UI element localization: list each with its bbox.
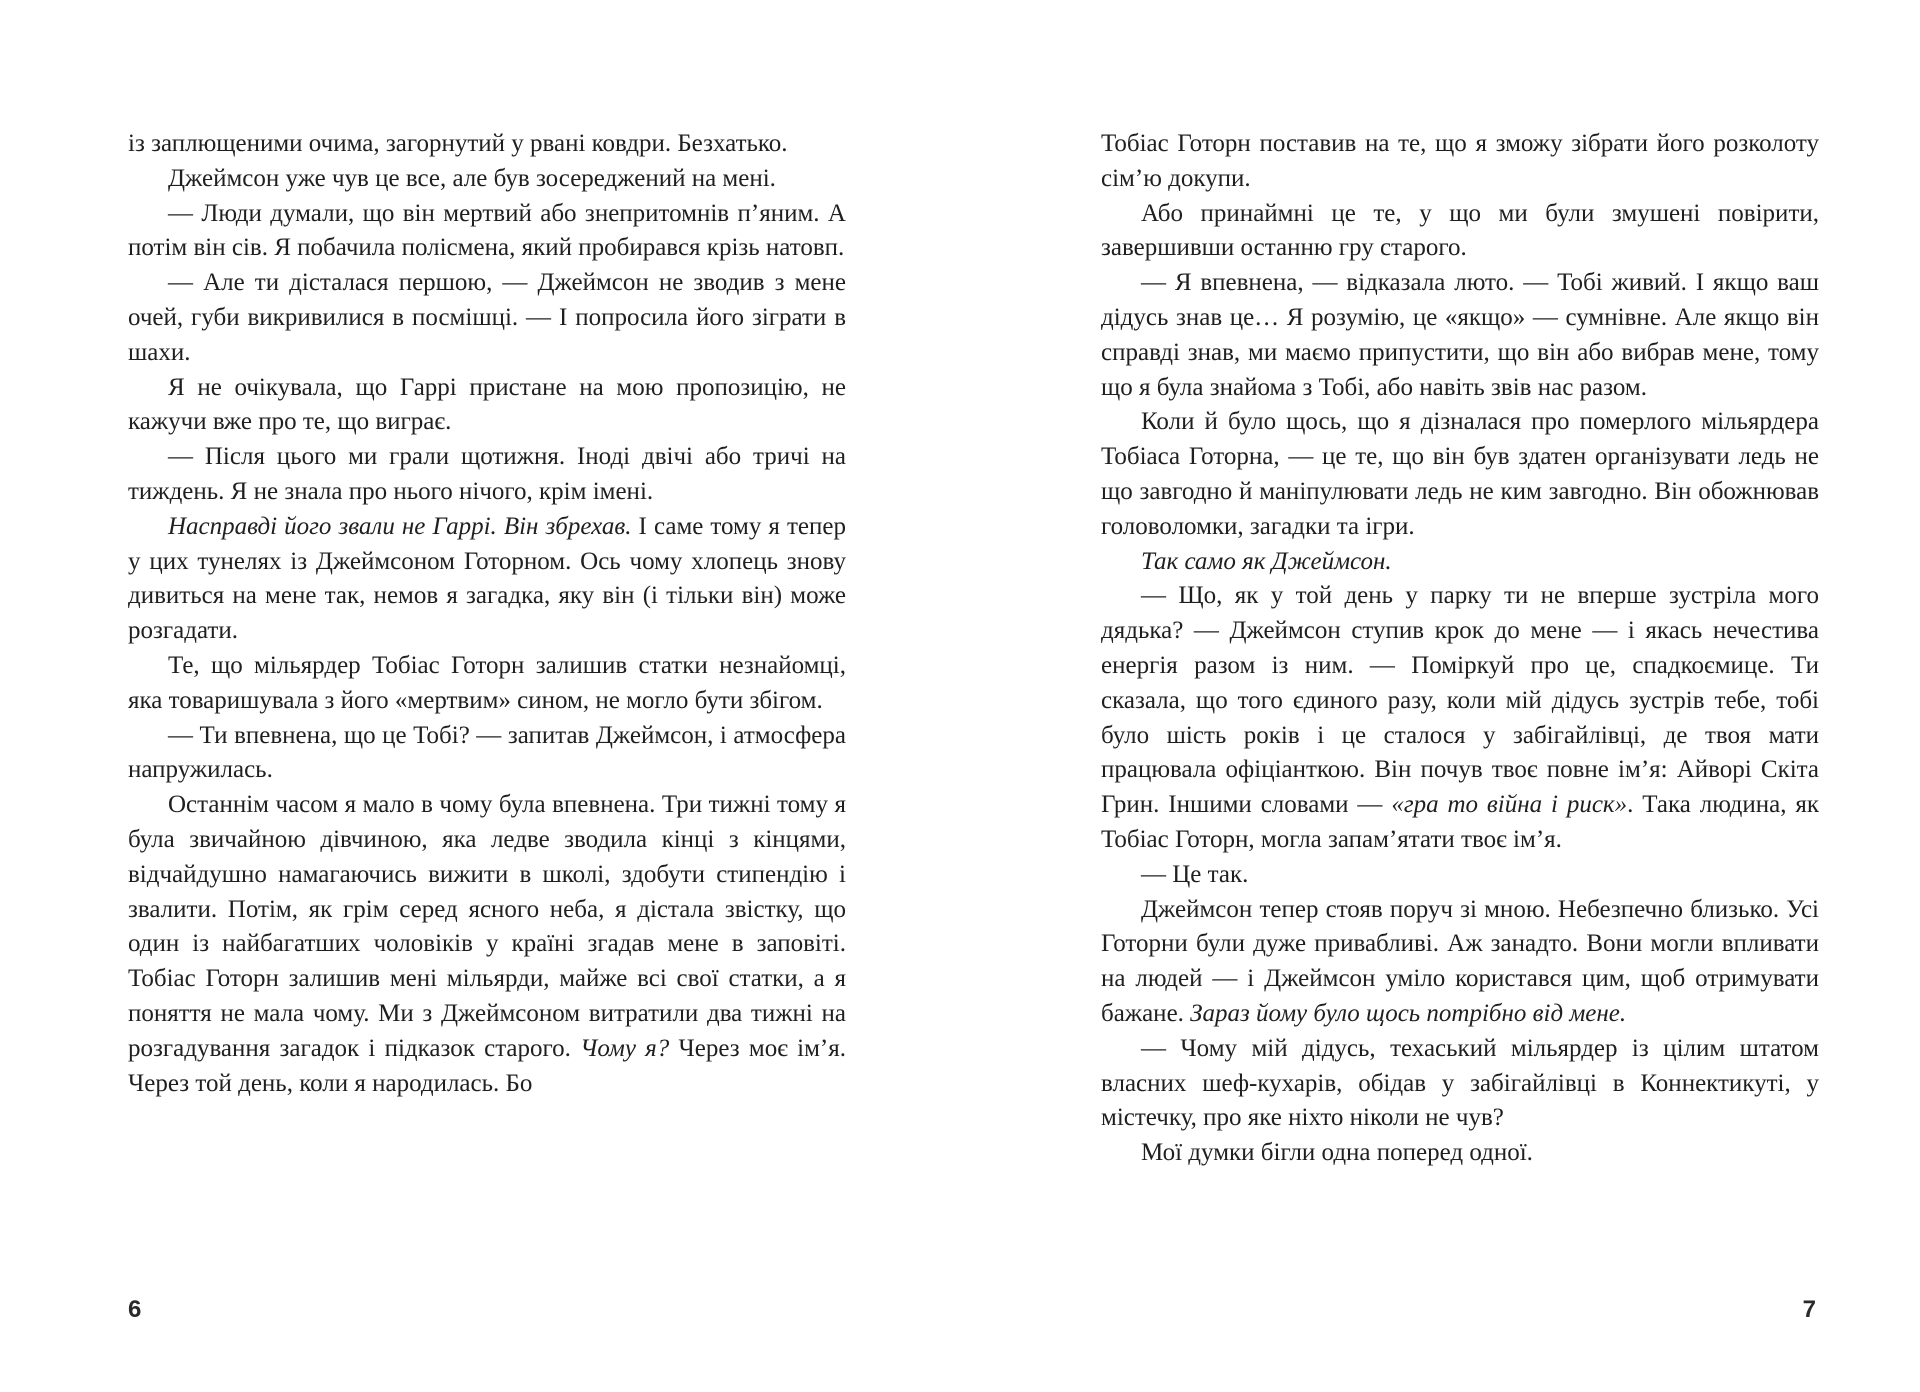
page-number: 7: [1802, 1296, 1816, 1323]
paragraph: Я не очікувала, що Гаррі пристане на мою пропозицію, не кажучи вже про те, що виграє.: [128, 373, 846, 436]
paragraph: Тобіас Готорн поставив на те, що я зможу зібрати його розколоту сім’ю докупи.: [1101, 130, 1819, 192]
paragraph: — Люди думали, що він мертвий або знепритомнів п’яним. А потім він сів. Я побачила полісмена, який пробирався крізь натовп.: [128, 199, 846, 262]
right-page-text: [1101, 127, 1819, 1171]
paragraph: — Але ти дісталася першою, — Джеймсон не зводив з мене очей, губи викривилися в посмішці. — І попросила його зіграти в шахи.: [128, 269, 846, 366]
paragraph: — Я впевнена, — відказала люто. — Тобі живий. І якщо ваш дідусь знав це… Я розумію, це «якщо» — сумнівне. Але якщо він справді знав, ми маємо припустити, що він або вибрав мене, тому що я була знайома з Тобі, або навіть звів нас разом.: [1101, 269, 1819, 401]
paragraph: — Що, як у той день у парку ти не вперше зустріла мого дядька? — Джеймсон ступив крок до мене — і якась нечестива енергія разом із ним. — Поміркуй про це, спадкоємице. Ти сказала, що того єдиного разу, коли мій дідусь зустрів тебе, тобі було шість років і це сталося у забігайлівці, де твоя мати працювала офіціанткою. Він почув твоє повне ім’я: Айворі Скіта Грин. Іншими словами — «гра то війна і риск». Така людина, як Тобіас Готорн, могла запам’ятати твоє ім’я.: [1101, 582, 1819, 853]
page-number: 6: [128, 1296, 142, 1323]
paragraph: — Це так.: [1141, 860, 1249, 888]
italic-text: Зараз йому було щось потрібно від мене.: [1190, 999, 1627, 1027]
paragraph: — Чому мій дідусь, техаський мільярдер із цілим штатом власних шеф-кухарів, обідав у забігайлівці в Коннектикуті, у містечку, про яке ніхто ніколи не чув?: [1101, 1034, 1819, 1132]
italic-text: Чому я?: [580, 1034, 670, 1062]
left-page-text: [128, 127, 846, 1101]
paragraph: — Ти впевнена, що це Тобі? — запитав Джеймсон, і атмосфера напружилась.: [128, 721, 846, 784]
italic-text: «гра то війна і риск»: [1391, 791, 1628, 819]
paragraph: із заплющеними очима, загорнутий у рвані ковдри. Безхатько.: [128, 130, 788, 157]
italic-text: Насправді його звали не Гаррі. Він збрехав.: [168, 512, 632, 540]
paragraph: Джеймсон уже чув це все, але був зосереджений на мені.: [168, 164, 776, 192]
paragraph: Або принаймні це те, у що ми були змушені повірити, завершивши останню гру старого.: [1101, 199, 1819, 262]
right-page: [960, 0, 1920, 1392]
paragraph: Останнім часом я мало в чому була впевнена. Три тижні тому я була звичайною дівчиною, яка ледве зводила кінці з кінцями, відчайдушно намагаючись вижити в школі, здобути стипендію і звалити. Потім, як грім серед ясного неба, я дістала звістку, що один із найбагатших чоловіків у країні згадав мене в заповіті. Тобіас Готорн залишив мені мільярди, майже всі свої статки, а я поняття не мала чому. Ми з Джеймсоном витратили два тижні на розгадування загадок і підказок старого. Чому я? Через моє ім’я. Через той день, коли я народилась. Бо: [128, 791, 846, 1097]
paragraph: Мої думки бігли одна поперед одної.: [1141, 1139, 1533, 1167]
paragraph: Насправді його звали не Гаррі. Він збрехав. І саме тому я тепер у цих тунелях із Джеймсоном Готорном. Ось чому хлопець знову дивиться на мене так, немов я загадка, яку він (і тільки він) може розгадати.: [128, 512, 846, 645]
paragraph: Джеймсон тепер стояв поруч зі мною. Небезпечно близько. Усі Готорни були дуже привабливі. Аж занадто. Вони могли впливати на людей — і Джеймсон уміло користався цим, щоб отримувати бажане. Зараз йому було щось потрібно від мене.: [1101, 895, 1819, 1027]
paragraph: [1101, 545, 1819, 580]
paragraph: — Після цього ми грали щотижня. Іноді двічі або тричі на тиждень. Я не знала про нього нічого, крім імені.: [128, 443, 846, 505]
italic-text: Так само як Джеймсон.: [1141, 547, 1392, 575]
paragraph: Те, що мільярдер Тобіас Готорн залишив статки незнайомці, яка товаришувала з його «мертвим» сином, не могло бути збігом.: [128, 651, 846, 714]
paragraph: Коли й було щось, що я дізналася про померлого мільярдера Тобіаса Готорна, — це те, що він був здатен організувати ледь не що завгодно й маніпулювати ледь не ким завгодно. Він обожнював головоломки, загадки та ігри.: [1101, 408, 1819, 540]
